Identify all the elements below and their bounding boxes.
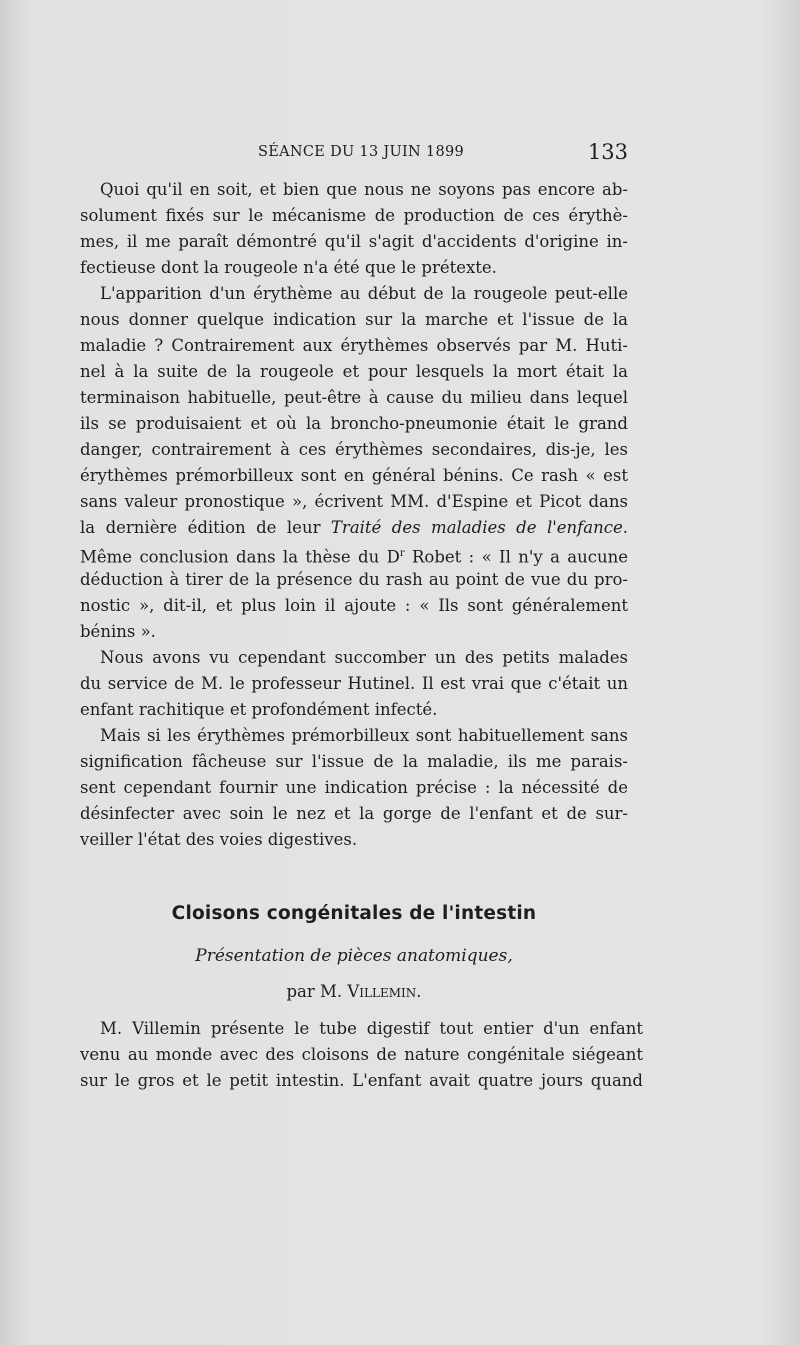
text-line-with-title <box>80 515 628 541</box>
text-line: fectieuse dont la rougeole n'a été que le prétexte. <box>80 258 497 277</box>
text-segment: la dernière édition de leur <box>80 518 331 537</box>
text-line: désinfecter avec soin le nez et la gorge de l'enfant et de sur- <box>80 804 628 823</box>
text-line: ils se produisaient et où la broncho-pneumonie était le grand <box>80 414 628 433</box>
byline-prefix: par M. <box>286 982 348 1001</box>
text-line: enfant rachitique et profondément infecté. <box>80 700 438 719</box>
text-line: Mais si les érythèmes prémorbilleux sont habituellement sans <box>100 726 628 745</box>
book-title: Traité des maladies de l'enfance. <box>330 518 628 537</box>
body-text <box>80 177 628 853</box>
section-body-text <box>80 1016 643 1094</box>
text-line: terminaison habituelle, peut-être à cause du milieu dans lequel <box>80 388 628 407</box>
text-line: signification fâcheuse sur l'issue de la maladie, ils me parais- <box>80 752 628 771</box>
text-line: nel à la suite de la rougeole et pour lesquels la mort était la <box>80 362 628 381</box>
page-number: 133 <box>587 140 628 164</box>
section-title: Cloisons congénitales de l'intestin <box>171 903 537 924</box>
section-subtitle: Présentation de pièces anatomiques, <box>195 946 513 966</box>
text-line: mes, il me paraît démontré qu'il s'agit d'accidents d'origine in- <box>80 232 628 251</box>
text-line: déduction à tirer de la présence du rash au point de vue du pro- <box>80 570 628 589</box>
text-line: nostic », dit-il, et plus loin il ajoute : « Ils sont généralement <box>80 596 628 615</box>
section-byline <box>80 982 628 1001</box>
text-line: solument fixés sur le mécanisme de production de ces érythè- <box>80 206 628 225</box>
text-line: M. Villemin présente le tube digestif tout entier d'un enfant <box>100 1019 643 1038</box>
text-segment: Robet : « Il n'y a aucune <box>404 547 628 567</box>
author-name: Villemin. <box>347 982 422 1001</box>
text-line: Quoi qu'il en soit, et bien que nous ne soyons pas encore ab- <box>100 180 628 199</box>
text-line: nous donner quelque indication sur la marche et l'issue de la <box>80 310 628 329</box>
doctor-superscript: r <box>399 548 405 559</box>
text-line: L'apparition d'un érythème au début de la rougeole peut-elle <box>100 284 628 303</box>
text-line: sans valeur pronostique », écrivent MM. d'Espine et Picot dans <box>80 492 628 511</box>
running-head: SÉANCE DU 13 JUIN 1899 <box>258 144 465 160</box>
text-segment: Même conclusion dans la thèse du D <box>80 547 400 567</box>
text-line: danger, contrairement à ces érythèmes secondaires, dis-je, les <box>80 440 628 459</box>
text-line: du service de M. le professeur Hutinel. Il est vrai que c'était un <box>80 674 628 693</box>
text-line: sent cependant fournir une indication précise : la nécessité de <box>80 778 628 797</box>
text-line: Nous avons vu cependant succomber un des petits malades <box>100 648 628 667</box>
text-line-with-doctor <box>80 541 628 567</box>
page-header <box>80 140 628 168</box>
text-line: érythèmes prémorbilleux sont en général bénins. Ce rash « est <box>80 466 628 485</box>
text-line: bénins ». <box>80 622 156 641</box>
text-line: veiller l'état des voies digestives. <box>80 830 358 849</box>
text-line: maladie ? Contrairement aux érythèmes observés par M. Huti- <box>80 336 628 355</box>
text-line: venu au monde avec des cloisons de nature congénitale siégeant <box>80 1045 643 1064</box>
text-line: sur le gros et le petit intestin. L'enfant avait quatre jours quand <box>80 1071 643 1090</box>
